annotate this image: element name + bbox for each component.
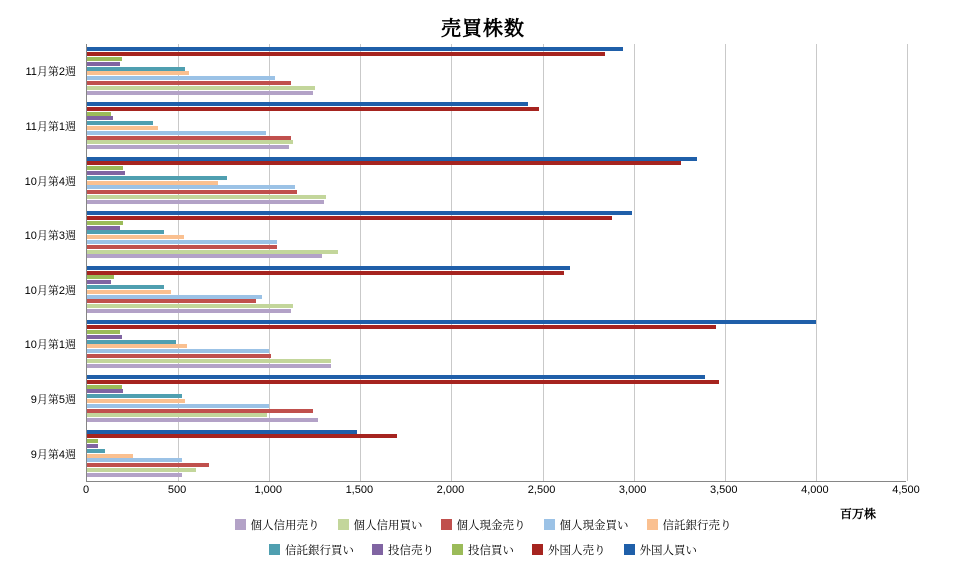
bar	[87, 195, 326, 199]
x-tick-label: 3,500	[710, 484, 738, 496]
x-axis-line	[86, 481, 906, 482]
bar	[87, 131, 266, 135]
bar-group	[87, 317, 907, 372]
bar	[87, 245, 277, 249]
legend-swatch-icon	[235, 519, 246, 530]
x-tick-label: 4,000	[801, 484, 829, 496]
bar	[87, 399, 185, 403]
legend-label: 個人現金買い	[559, 519, 629, 532]
legend-label: 個人信用買い	[353, 519, 423, 532]
legend-item[interactable]	[338, 517, 423, 533]
bar-group	[87, 208, 907, 263]
bar	[87, 47, 623, 51]
bar	[87, 344, 187, 348]
bar	[87, 235, 184, 239]
y-tick-label: 10月第1週	[24, 339, 76, 352]
bar	[87, 176, 227, 180]
bar	[87, 439, 98, 443]
y-tick-label: 10月第3週	[24, 230, 76, 243]
y-tick-label: 11月第2週	[25, 66, 76, 79]
bar-group	[87, 44, 907, 99]
bar	[87, 185, 295, 189]
legend-swatch-icon	[269, 544, 280, 555]
x-tick-label: 2,500	[527, 484, 556, 496]
bar	[87, 330, 120, 334]
bar	[87, 250, 338, 254]
bar	[87, 67, 185, 71]
legend-item[interactable]	[235, 517, 320, 533]
legend-label: 信託銀行売り	[662, 519, 732, 532]
bar	[87, 380, 719, 384]
bar	[87, 275, 114, 279]
bar	[87, 430, 357, 434]
legend-row-2	[0, 537, 966, 562]
bar	[87, 271, 564, 275]
bar	[87, 434, 397, 438]
bar	[87, 413, 267, 417]
legend-item[interactable]	[624, 542, 698, 558]
legend-item[interactable]	[544, 517, 629, 533]
bar	[87, 359, 331, 363]
legend-swatch-icon	[647, 519, 658, 530]
bar	[87, 444, 98, 448]
bar	[87, 340, 176, 344]
bar	[87, 280, 111, 284]
bar	[87, 76, 275, 80]
bar	[87, 102, 528, 106]
bar	[87, 161, 681, 165]
bar	[87, 404, 269, 408]
bar	[87, 385, 122, 389]
x-tick-label: 1,500	[345, 484, 374, 496]
y-tick-label: 10月第2週	[24, 284, 76, 297]
bar	[87, 449, 105, 453]
bar	[87, 354, 271, 358]
legend-swatch-icon	[441, 519, 452, 530]
bar	[87, 166, 123, 170]
gridline	[907, 44, 908, 481]
plot-area	[86, 44, 906, 481]
bar	[87, 221, 123, 225]
bar-group	[87, 263, 907, 318]
bar	[87, 320, 816, 324]
legend-swatch-icon	[338, 519, 349, 530]
legend-swatch-icon	[544, 519, 555, 530]
legend-swatch-icon	[624, 544, 635, 555]
bar	[87, 463, 209, 467]
chart-legend	[0, 512, 966, 562]
bar	[87, 266, 570, 270]
y-tick-label: 9月第4週	[30, 448, 76, 461]
legend-item[interactable]	[647, 517, 732, 533]
bar	[87, 157, 697, 161]
legend-swatch-icon	[452, 544, 463, 555]
x-tick-label: 3,000	[618, 484, 647, 496]
bar	[87, 181, 218, 185]
bar	[87, 290, 171, 294]
bar	[87, 190, 297, 194]
bar	[87, 81, 291, 85]
legend-row-1	[0, 512, 966, 537]
bar	[87, 121, 153, 125]
legend-item[interactable]	[441, 517, 526, 533]
bar	[87, 468, 196, 472]
bar	[87, 325, 716, 329]
legend-label: 個人信用売り	[250, 519, 320, 532]
legend-label: 投信売り	[388, 544, 434, 557]
bar	[87, 112, 111, 116]
bar	[87, 394, 182, 398]
chart-title: 売買株数	[441, 18, 525, 40]
x-tick-label: 0	[82, 484, 90, 496]
bar	[87, 126, 158, 130]
bar	[87, 216, 612, 220]
bar	[87, 145, 289, 149]
x-tick-label: 500	[167, 484, 187, 496]
legend-item[interactable]	[532, 542, 606, 558]
legend-label: 信託銀行買い	[285, 544, 354, 557]
bar	[87, 240, 277, 244]
legend-label: 外国人売り	[548, 544, 606, 557]
bar	[87, 389, 123, 393]
legend-item[interactable]	[452, 542, 514, 558]
bar-group	[87, 372, 907, 427]
bar	[87, 454, 133, 458]
bar	[87, 52, 605, 56]
x-tick-label: 2,000	[436, 484, 465, 496]
legend-label: 投信買い	[468, 544, 514, 557]
bar	[87, 211, 632, 215]
bar	[87, 86, 315, 90]
bar	[87, 285, 164, 289]
y-tick-label: 10月第4週	[24, 175, 76, 188]
legend-item[interactable]	[372, 542, 434, 558]
bar	[87, 57, 122, 61]
x-axis-title: 百万株	[840, 507, 877, 521]
bar	[87, 309, 291, 313]
bar	[87, 171, 125, 175]
bar	[87, 71, 189, 75]
bar	[87, 230, 164, 234]
legend-swatch-icon	[532, 544, 543, 555]
legend-label: 個人現金売り	[456, 519, 526, 532]
x-axis-tick-labels	[82, 484, 920, 500]
legend-item[interactable]	[269, 542, 354, 558]
x-tick-label: 1,000	[254, 484, 282, 496]
x-tick-label: 4,500	[892, 484, 920, 496]
y-axis-tick-labels	[0, 44, 82, 481]
bar	[87, 473, 182, 477]
bar	[87, 200, 324, 204]
bar	[87, 458, 182, 462]
bar	[87, 375, 705, 379]
bar	[87, 140, 293, 144]
bar	[87, 418, 318, 422]
bar	[87, 91, 313, 95]
bar	[87, 364, 331, 368]
bar	[87, 295, 262, 299]
bar	[87, 304, 293, 308]
bar	[87, 62, 120, 66]
legend-label: 外国人買い	[639, 544, 697, 557]
bar-group	[87, 153, 907, 208]
legend-swatch-icon	[372, 544, 383, 555]
bar	[87, 335, 122, 339]
bar-group	[87, 99, 907, 154]
bar	[87, 107, 539, 111]
bar	[87, 254, 322, 258]
y-tick-label: 11月第1週	[25, 120, 76, 133]
bar-group	[87, 426, 907, 481]
bar	[87, 409, 313, 413]
bar	[87, 116, 113, 120]
y-tick-label: 9月第5週	[30, 394, 76, 407]
bar	[87, 349, 269, 353]
bar	[87, 299, 256, 303]
bar	[87, 226, 120, 230]
bar	[87, 136, 291, 140]
